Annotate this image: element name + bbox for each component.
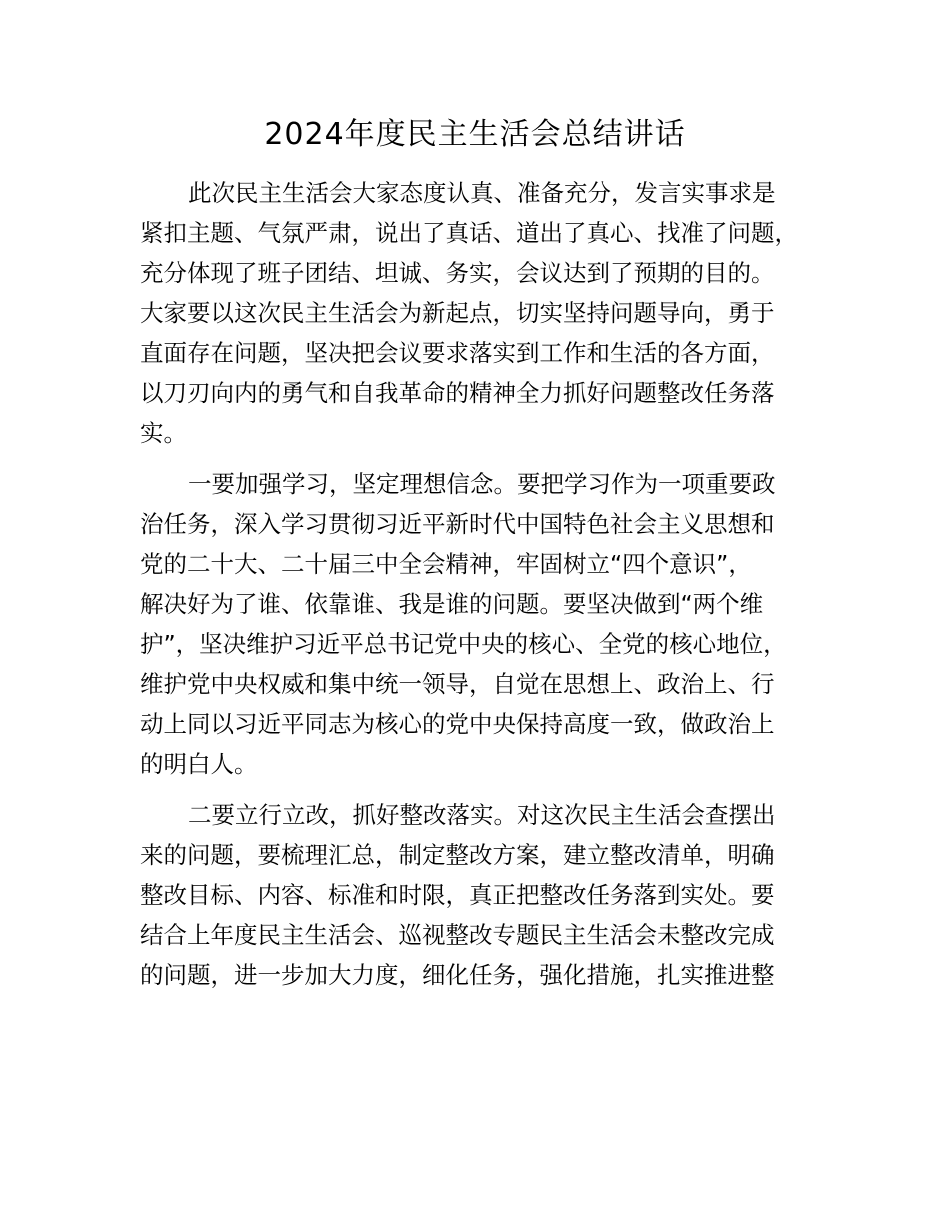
text-line: 直面存在问题，坚决把会议要求落实到工作和生活的各方面，: [140, 339, 775, 367]
text-line: 以刀刃向内的勇气和自我革命的精神全力抓好问题整改任务落: [140, 379, 775, 407]
text-line: 维护党中央权威和集中统一领导，自觉在思想上、政治上、行: [140, 670, 775, 698]
text-line: 来的问题，要梳理汇总，制定整改方案，建立整改清单，明确: [140, 841, 775, 869]
text-line: 充分体现了班子团结、坦诚、务实，会议达到了预期的目的。: [140, 259, 775, 287]
text-line: 的明白人。: [140, 750, 258, 778]
text-line: 一要加强学习，坚定理想信念。要把学习作为一项重要政: [188, 470, 776, 498]
document-title: 2024年度民主生活会总结讲话: [264, 117, 686, 152]
text-line: 党的二十大、二十届三中全会精神，牢固树立“四个意识”，: [140, 550, 752, 578]
document-body: [140, 173, 840, 1006]
text-line: 实。: [140, 419, 187, 447]
paragraph-rectification: [140, 795, 840, 995]
text-line: 解决好为了谁、依靠谁、我是谁的问题。要坚决做到“两个维: [140, 590, 764, 618]
text-line: 整改目标、内容、标准和时限，真正把整改任务落到实处。要: [140, 881, 775, 909]
text-line: 紧扣主题、气氛严肃，说出了真话、道出了真心、找准了问题，: [140, 219, 798, 247]
paragraph-study: [140, 464, 840, 784]
text-line: 大家要以这次民主生活会为新起点，切实坚持问题导向，勇于: [140, 299, 775, 327]
text-line: 治任务，深入学习贯彻习近平新时代中国特色社会主义思想和: [140, 510, 775, 538]
text-line: 二要立行立改，抓好整改落实。对这次民主生活会查摆出: [188, 801, 776, 829]
text-line: 的问题，进一步加大力度，细化任务，强化措施，扎实推进整: [140, 961, 775, 989]
paragraph-intro: [140, 173, 840, 453]
text-line: 此次民主生活会大家态度认真、准备充分，发言实事求是: [188, 179, 776, 207]
text-line: 护”，坚决维护习近平总书记党中央的核心、全党的核心地位，: [140, 630, 787, 658]
text-line: 结合上年度民主生活会、巡视整改专题民主生活会未整改完成: [140, 921, 775, 949]
text-line: 动上同以习近平同志为核心的党中央保持高度一致，做政治上: [140, 710, 775, 738]
